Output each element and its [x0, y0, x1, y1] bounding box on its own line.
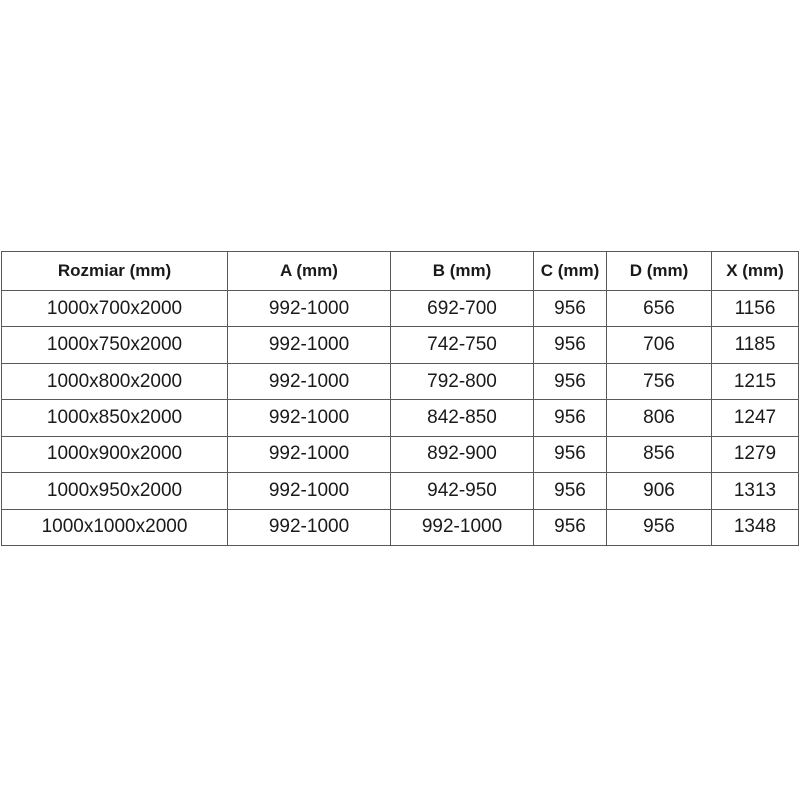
cell-b: 942-950 [391, 473, 534, 509]
cell-a: 992-1000 [228, 473, 391, 509]
cell-x: 1215 [712, 363, 799, 399]
table-row [2, 291, 799, 327]
cell-c: 956 [534, 291, 607, 327]
cell-d: 706 [607, 327, 712, 363]
cell-b: 892-900 [391, 436, 534, 472]
cell-b: 842-850 [391, 400, 534, 436]
column-header-rozmiar: Rozmiar (mm) [2, 252, 228, 291]
column-header-c: C (mm) [534, 252, 607, 291]
cell-c: 956 [534, 473, 607, 509]
cell-c: 956 [534, 327, 607, 363]
cell-a: 992-1000 [228, 291, 391, 327]
cell-b: 692-700 [391, 291, 534, 327]
cell-d: 806 [607, 400, 712, 436]
cell-x: 1279 [712, 436, 799, 472]
cell-x: 1348 [712, 509, 799, 545]
cell-b: 992-1000 [391, 509, 534, 545]
table-row [2, 400, 799, 436]
cell-d: 756 [607, 363, 712, 399]
column-header-d: D (mm) [607, 252, 712, 291]
cell-d: 656 [607, 291, 712, 327]
cell-b: 742-750 [391, 327, 534, 363]
cell-rozmiar: 1000x700x2000 [2, 291, 228, 327]
cell-x: 1247 [712, 400, 799, 436]
table-row [2, 509, 799, 545]
table-row [2, 473, 799, 509]
cell-c: 956 [534, 363, 607, 399]
cell-rozmiar: 1000x850x2000 [2, 400, 228, 436]
cell-c: 956 [534, 400, 607, 436]
cell-rozmiar: 1000x750x2000 [2, 327, 228, 363]
cell-d: 906 [607, 473, 712, 509]
table-row [2, 363, 799, 399]
column-header-a: A (mm) [228, 252, 391, 291]
cell-x: 1156 [712, 291, 799, 327]
cell-rozmiar: 1000x1000x2000 [2, 509, 228, 545]
cell-a: 992-1000 [228, 509, 391, 545]
table-row [2, 327, 799, 363]
dimensions-table [1, 251, 799, 546]
column-header-b: B (mm) [391, 252, 534, 291]
column-header-x: X (mm) [712, 252, 799, 291]
cell-c: 956 [534, 509, 607, 545]
cell-a: 992-1000 [228, 363, 391, 399]
cell-x: 1185 [712, 327, 799, 363]
cell-a: 992-1000 [228, 327, 391, 363]
cell-x: 1313 [712, 473, 799, 509]
cell-c: 956 [534, 436, 607, 472]
cell-rozmiar: 1000x800x2000 [2, 363, 228, 399]
table-header-row [2, 252, 799, 291]
cell-a: 992-1000 [228, 436, 391, 472]
table-row [2, 436, 799, 472]
cell-rozmiar: 1000x900x2000 [2, 436, 228, 472]
cell-b: 792-800 [391, 363, 534, 399]
cell-rozmiar: 1000x950x2000 [2, 473, 228, 509]
cell-d: 856 [607, 436, 712, 472]
cell-d: 956 [607, 509, 712, 545]
cell-a: 992-1000 [228, 400, 391, 436]
